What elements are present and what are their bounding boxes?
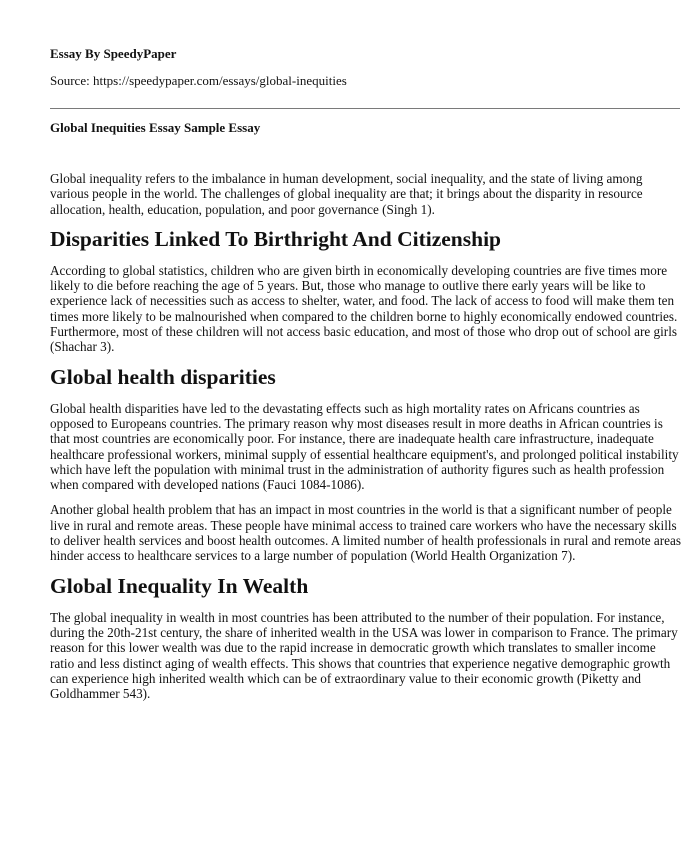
header-divider <box>50 108 680 109</box>
section-paragraph: Global health disparities have led to the devastating effects such as high mortality rates on Africans countries as opposed to Europeans countries. The primary reason why most diseases result in more deaths in African countries is that most countries are economically poor. For instance, there are inadequate health care infrastructure, inadequate healthcare professional workers, minimal supply of essential healthcare equipment's, and prolonged political instability which have left the population with minimal trust in the administration of authority figures such as health profession when compared with developed nations (Fauci 1084-1086). <box>50 400 679 493</box>
document-title: Global Inequities Essay Sample Essay <box>50 120 261 135</box>
essay-author-line: Essay By SpeedyPaper <box>50 46 177 61</box>
section-heading-birthright: Disparities Linked To Birthright And Citizenship <box>50 226 502 251</box>
intro-paragraph: Global inequality refers to the imbalance in human development, social inequality, and the state of living among various people in the world. The challenges of global inequality are that; it brings about the disparity in resource allocation, health, education, population, and poor governance (Singh 1). <box>50 171 643 217</box>
source-line: Source: https://speedypaper.com/essays/global-inequities <box>50 73 347 88</box>
section-paragraph: The global inequality in wealth in most countries has been attributed to the number of their population. For instance, during the 20th-21st century, the share of inherited wealth in the USA was lower in comparison to France. The primary reason for this lower wealth was due to the rapid increase in democratic growth which translates to smaller income ratio and less distinct aging of wealth effects. This shows that countries that experience negative demographic growth can experience high inherited wealth which can be of extraordinary value to their economic growth (Piketty and Goldhammer 543). <box>50 609 678 702</box>
section-paragraph: According to global statistics, children who are given birth in economically developing countries are five times more likely to die before reaching the age of 5 years. But, those who manage to outlive there early years will be like to experience lack of necessities such as access to shelter, water, and food. The lack of access to food will make them ten times more likely to be malnourished when compared to the children borne to highly economically endowed countries. Furthermore, most of these children will not access basic education, and most of those who drop out of school are girls (Shachar 3). <box>50 262 678 355</box>
section-heading-health: Global health disparities <box>50 364 276 389</box>
section-heading-wealth: Global Inequality In Wealth <box>50 573 309 598</box>
essay-body <box>50 171 682 711</box>
section-paragraph: Another global health problem that has an impact in most countries in the world is that a significant number of people live in rural and remote areas. These people have minimal access to trained care workers who have the necessary skills to deliver health services and boost health outcomes. A limited number of health professionals in rural and remote areas hinder access to healthcare services to a large number of population (World Health Organization 7). <box>50 502 681 564</box>
